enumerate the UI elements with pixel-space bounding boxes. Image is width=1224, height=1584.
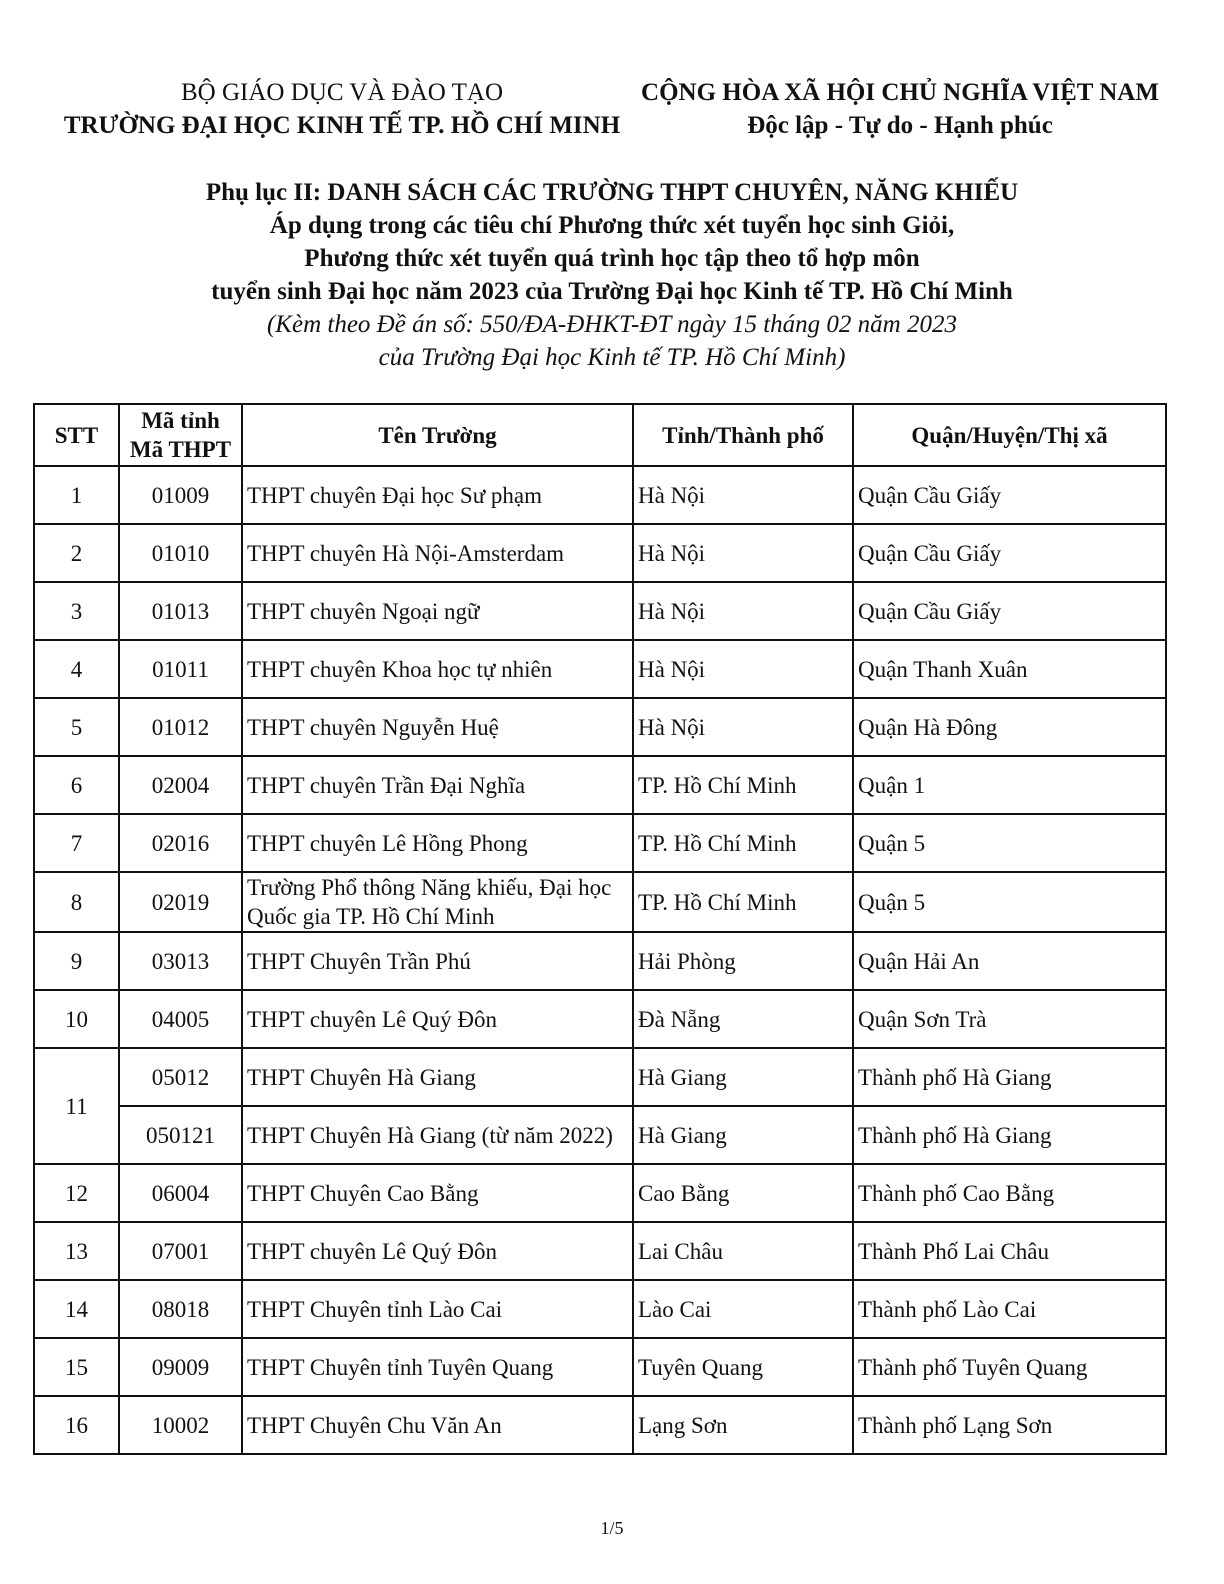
cell-stt: 14 [34,1280,119,1338]
cell-province: Hà Giang [633,1106,853,1164]
cell-stt: 10 [34,990,119,1048]
table-row [34,1164,1166,1222]
header-code [119,404,242,466]
table-row [34,872,1166,932]
cell-province: Hà Nội [633,582,853,640]
cell-district: Quận Cầu Giấy [853,466,1166,524]
cell-province: Hà Giang [633,1048,853,1106]
cell-school: THPT chuyên Khoa học tự nhiên [242,640,633,698]
cell-code: 07001 [119,1222,242,1280]
cell-province: Cao Bằng [633,1164,853,1222]
header-code-line-2: Mã THPT [129,437,232,462]
cell-school: THPT Chuyên Trần Phú [242,932,633,990]
cell-district: Quận Thanh Xuân [853,640,1166,698]
cell-province: Hà Nội [633,466,853,524]
cell-district: Thành phố Lạng Sơn [853,1396,1166,1454]
cell-province: TP. Hồ Chí Minh [633,872,853,932]
cell-code: 02019 [119,872,242,932]
cell-stt: 2 [34,524,119,582]
cell-district: Quận 5 [853,872,1166,932]
cell-school: THPT Chuyên Cao Bằng [242,1164,633,1222]
cell-province: Hà Nội [633,524,853,582]
cell-stt: 9 [34,932,119,990]
cell-stt: 11 [34,1048,119,1164]
cell-stt: 12 [34,1164,119,1222]
title-line-3: Phương thức xét tuyển quá trình học tập theo tổ hợp môn [304,245,920,272]
national-motto: Độc lập - Tự do - Hạnh phúc [747,112,1053,139]
table-header-row [34,404,1166,466]
document-title [0,176,1224,374]
cell-code: 03013 [119,932,242,990]
title-line-2: Áp dụng trong các tiêu chí Phương thức xét tuyển học sinh Giỏi, [269,212,955,239]
cell-school: THPT chuyên Trần Đại Nghĩa [242,756,633,814]
header-district: Quận/Huyện/Thị xã [853,404,1166,466]
table-row [34,1338,1166,1396]
cell-district: Thành Phố Lai Châu [853,1222,1166,1280]
reference-note-2: của Trường Đại học Kinh tế TP. Hồ Chí Minh) [378,344,846,371]
cell-province: Hải Phòng [633,932,853,990]
cell-district: Thành phố Hà Giang [853,1048,1166,1106]
header-school: Tên Trường [242,404,633,466]
cell-district: Quận Cầu Giấy [853,524,1166,582]
cell-school: THPT chuyên Lê Quý Đôn [242,990,633,1048]
cell-code: 01012 [119,698,242,756]
cell-province: TP. Hồ Chí Minh [633,756,853,814]
header-stt: STT [34,404,119,466]
school-table [33,403,1167,1455]
cell-code: 10002 [119,1396,242,1454]
table-row [34,640,1166,698]
cell-school: THPT Chuyên Chu Văn An [242,1396,633,1454]
cell-province: Lạng Sơn [633,1396,853,1454]
cell-stt: 13 [34,1222,119,1280]
cell-stt: 16 [34,1396,119,1454]
cell-district: Quận Cầu Giấy [853,582,1166,640]
cell-school: THPT chuyên Ngoại ngữ [242,582,633,640]
cell-district: Thành phố Tuyên Quang [853,1338,1166,1396]
cell-school: THPT Chuyên tỉnh Tuyên Quang [242,1338,633,1396]
cell-school: THPT Chuyên Hà Giang (từ năm 2022) [242,1106,633,1164]
cell-code: 08018 [119,1280,242,1338]
cell-province: Hà Nội [633,640,853,698]
cell-stt: 8 [34,872,119,932]
table-row [34,1222,1166,1280]
cell-code: 09009 [119,1338,242,1396]
table-row [34,582,1166,640]
header-code-line-1: Mã tỉnh [141,408,220,433]
cell-province: Lai Châu [633,1222,853,1280]
cell-district: Thành phố Hà Giang [853,1106,1166,1164]
cell-school: THPT chuyên Lê Quý Đôn [242,1222,633,1280]
country-name: CỘNG HÒA XÃ HỘI CHỦ NGHĨA VIỆT NAM [641,79,1159,106]
header-province: Tỉnh/Thành phố [633,404,853,466]
cell-stt: 7 [34,814,119,872]
cell-district: Thành phố Lào Cai [853,1280,1166,1338]
table-row [34,466,1166,524]
cell-district: Quận 5 [853,814,1166,872]
cell-province: Lào Cai [633,1280,853,1338]
cell-school: THPT chuyên Lê Hồng Phong [242,814,633,872]
table-row [34,1396,1166,1454]
cell-code: 01009 [119,466,242,524]
table-row [34,990,1166,1048]
cell-stt: 6 [34,756,119,814]
page-number: 1/5 [600,1518,624,1538]
cell-code: 02004 [119,756,242,814]
cell-school: THPT chuyên Đại học Sư phạm [242,466,633,524]
cell-code: 01011 [119,640,242,698]
cell-code: 050121 [119,1106,242,1164]
cell-stt: 1 [34,466,119,524]
table-row [34,814,1166,872]
table-row [34,932,1166,990]
cell-code: 04005 [119,990,242,1048]
cell-province: Tuyên Quang [633,1338,853,1396]
table-row [34,1280,1166,1338]
cell-school: THPT Chuyên tỉnh Lào Cai [242,1280,633,1338]
cell-school: Trường Phổ thông Năng khiếu, Đại học Quốc gia TP. Hồ Chí Minh [242,872,633,932]
cell-district: Quận Hà Đông [853,698,1166,756]
table-row [34,756,1166,814]
cell-stt: 15 [34,1338,119,1396]
table-body [34,466,1166,1454]
cell-code: 02016 [119,814,242,872]
table-row [34,524,1166,582]
cell-stt: 4 [34,640,119,698]
ministry-name: BỘ GIÁO DỤC VÀ ĐÀO TẠO [181,79,503,106]
issuer-header [33,76,651,142]
cell-district: Thành phố Cao Bằng [853,1164,1166,1222]
cell-district: Quận Hải An [853,932,1166,990]
cell-province: TP. Hồ Chí Minh [633,814,853,872]
cell-stt: 5 [34,698,119,756]
cell-district: Quận 1 [853,756,1166,814]
cell-province: Hà Nội [633,698,853,756]
cell-province: Đà Nẵng [633,990,853,1048]
national-header [620,76,1180,142]
title-line-4: tuyển sinh Đại học năm 2023 của Trường Đại học Kinh tế TP. Hồ Chí Minh [211,278,1013,305]
cell-code: 01010 [119,524,242,582]
reference-note-1: (Kèm theo Đề án số: 550/ĐA-ĐHKT-ĐT ngày 15 tháng 02 năm 2023 [266,311,957,338]
cell-district: Quận Sơn Trà [853,990,1166,1048]
cell-school: THPT Chuyên Hà Giang [242,1048,633,1106]
cell-code: 05012 [119,1048,242,1106]
cell-code: 06004 [119,1164,242,1222]
title-line-1: Phụ lục II: DANH SÁCH CÁC TRƯỜNG THPT CHUYÊN, NĂNG KHIẾU [205,179,1019,206]
cell-code: 01013 [119,582,242,640]
table-row [34,1048,1166,1106]
cell-stt: 3 [34,582,119,640]
table-row [34,698,1166,756]
university-name: TRƯỜNG ĐẠI HỌC KINH TẾ TP. HỒ CHÍ MINH [63,112,621,139]
table-row [34,1106,1166,1164]
cell-school: THPT chuyên Nguyễn Huệ [242,698,633,756]
cell-school: THPT chuyên Hà Nội-Amsterdam [242,524,633,582]
